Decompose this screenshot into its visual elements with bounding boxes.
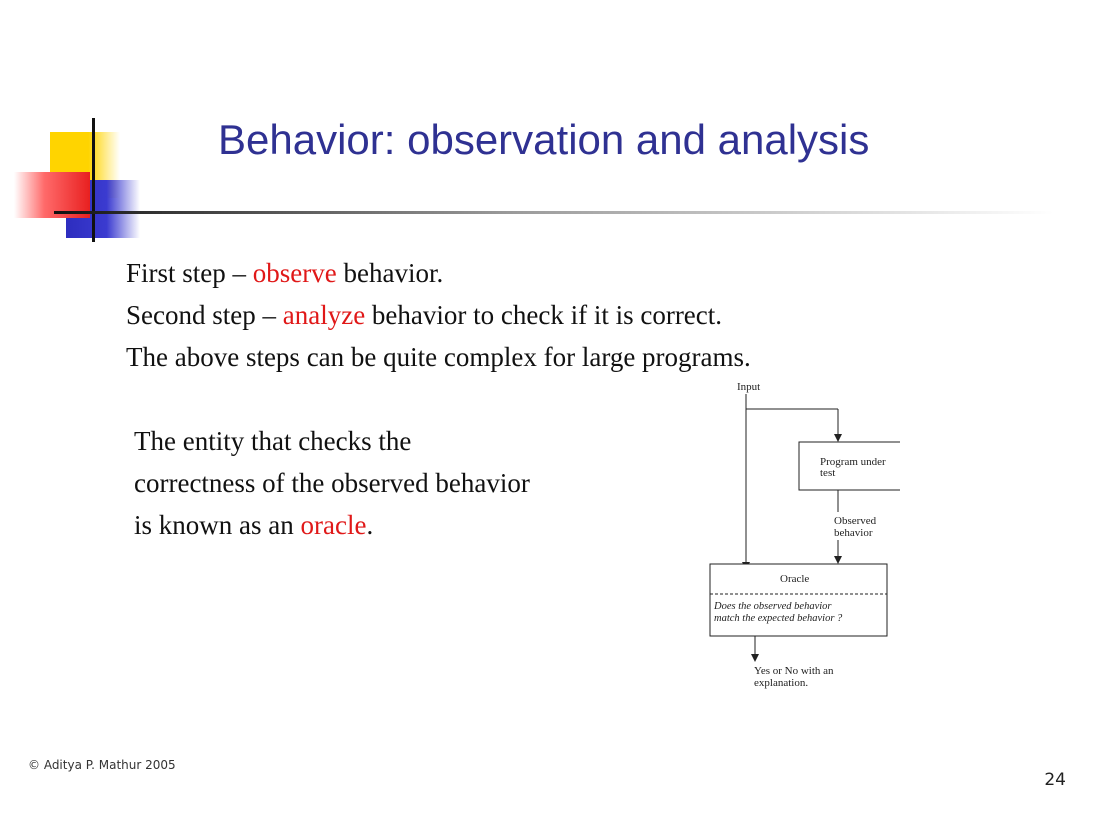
oracle-line-3-suffix: .: [366, 510, 374, 540]
observed-label-line-2: behavior: [834, 527, 873, 539]
oracle-diagram: [700, 376, 900, 696]
title-underline: [54, 211, 1054, 214]
logo-vertical-line: [92, 118, 95, 242]
oracle-question-line-2: match the expected behavior ?: [714, 613, 843, 624]
oracle-line-2: correctness of the observed behavior: [134, 468, 530, 498]
oracle-line-1: The entity that checks the: [134, 426, 412, 456]
diagram-input-label: Input: [737, 381, 761, 393]
copyright-footer: © Aditya P. Mathur 2005: [28, 758, 176, 772]
line-2-prefix: Second step –: [126, 300, 283, 330]
program-box-line-2: test: [820, 467, 836, 479]
result-label-line-2: explanation.: [754, 677, 809, 689]
oracle-paragraph: [134, 420, 530, 546]
oracle-question-line-1: Does the observed behavior: [714, 601, 832, 612]
program-box-line-1: Program under: [820, 456, 886, 468]
line-1-suffix: behavior.: [336, 258, 444, 288]
line-1-highlight: observe: [252, 258, 337, 288]
body-line-3: The above steps can be quite complex for large programs.: [126, 342, 751, 372]
oracle-word: oracle: [300, 510, 367, 540]
oracle-box-title: Oracle: [780, 573, 810, 585]
oracle-line-3: [134, 504, 530, 546]
slide-title: Behavior: observation and analysis: [218, 116, 870, 163]
body-line-2: [126, 294, 751, 336]
observed-label-line-1: Observed: [834, 515, 877, 527]
slide-logo-decoration: [0, 0, 180, 260]
line-2-highlight: analyze: [282, 300, 366, 330]
result-label-line-1: Yes or No with an: [754, 665, 834, 677]
line-1-prefix: First step –: [126, 258, 253, 288]
slide-body: [126, 252, 751, 378]
page-number: 24: [1044, 770, 1066, 790]
oracle-line-3-prefix: is known as an: [134, 510, 301, 540]
line-2-suffix: behavior to check if it is correct.: [365, 300, 723, 330]
body-line-1: [126, 252, 751, 294]
